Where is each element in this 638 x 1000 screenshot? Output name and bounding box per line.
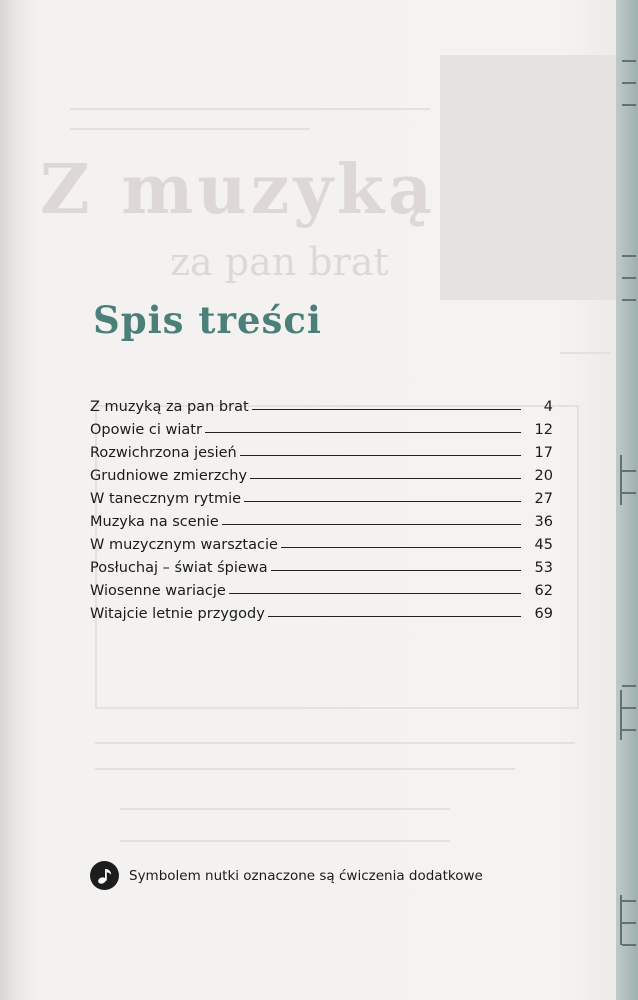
toc-leader-line bbox=[222, 524, 521, 525]
toc-entry-title: W tanecznym rytmie bbox=[90, 491, 242, 507]
toc-entry-page-number: 45 bbox=[534, 537, 553, 553]
toc-entry bbox=[90, 583, 553, 606]
toc-entry-title: Grudniowe zmierzchy bbox=[90, 468, 248, 484]
adjacent-page-edge bbox=[616, 0, 638, 1000]
toc-entry-title: Wiosenne wariacje bbox=[90, 583, 226, 599]
toc-entry-page-number: 36 bbox=[534, 514, 553, 530]
toc-entry bbox=[90, 445, 553, 468]
toc-leader-line bbox=[271, 570, 521, 571]
toc-entry-title: Muzyka na scenie bbox=[90, 514, 219, 530]
show-through-line bbox=[70, 128, 310, 130]
music-note-icon bbox=[90, 861, 119, 890]
page-title: Spis treści bbox=[93, 298, 322, 342]
toc-leader-line bbox=[268, 616, 521, 617]
show-through-heading: Z muzyką bbox=[40, 150, 437, 230]
show-through-line bbox=[95, 768, 515, 770]
show-through-line bbox=[120, 808, 450, 810]
toc-leader-line bbox=[244, 501, 521, 502]
toc-entry bbox=[90, 468, 553, 491]
toc-entry-page-number: 53 bbox=[534, 560, 553, 576]
show-through-subheading: za pan brat bbox=[170, 240, 389, 284]
toc-entry bbox=[90, 399, 553, 422]
toc-leader-line bbox=[240, 455, 521, 456]
toc-entry-title: Rozwichrzona jesień bbox=[90, 445, 237, 461]
footnote-text: Symbolem nutki oznaczone są ćwiczenia dodatkowe bbox=[129, 867, 483, 884]
toc-leader-line bbox=[281, 547, 521, 548]
toc-entry bbox=[90, 606, 553, 629]
toc-entry bbox=[90, 560, 553, 583]
toc-entry-title: Opowie ci wiatr bbox=[90, 422, 202, 438]
toc-entry-page-number: 17 bbox=[534, 445, 553, 461]
table-of-contents bbox=[90, 399, 553, 629]
toc-entry-title: Posłuchaj – świat śpiewa bbox=[90, 560, 268, 576]
toc-leader-line bbox=[229, 593, 521, 594]
show-through-line bbox=[95, 742, 575, 744]
show-through-line bbox=[560, 352, 610, 354]
toc-entry-page-number: 20 bbox=[534, 468, 553, 484]
toc-entry-title: Witajcie letnie przygody bbox=[90, 606, 265, 622]
show-through-photo bbox=[440, 55, 616, 300]
show-through-line bbox=[70, 108, 430, 110]
toc-entry bbox=[90, 537, 553, 560]
toc-leader-line bbox=[252, 409, 521, 410]
toc-leader-line bbox=[205, 432, 521, 433]
toc-entry-page-number: 12 bbox=[534, 422, 553, 438]
toc-entry bbox=[90, 491, 553, 514]
toc-entry-page-number: 62 bbox=[534, 583, 553, 599]
toc-entry-page-number: 27 bbox=[534, 491, 553, 507]
toc-entry bbox=[90, 514, 553, 537]
show-through-line bbox=[120, 840, 450, 842]
toc-entry-page-number: 4 bbox=[543, 399, 553, 415]
toc-entry-title: W muzycznym warsztacie bbox=[90, 537, 278, 553]
toc-entry-title: Z muzyką za pan brat bbox=[90, 399, 249, 415]
toc-leader-line bbox=[250, 478, 521, 479]
toc-entry-page-number: 69 bbox=[534, 606, 553, 622]
toc-entry bbox=[90, 422, 553, 445]
footnote bbox=[90, 861, 483, 890]
